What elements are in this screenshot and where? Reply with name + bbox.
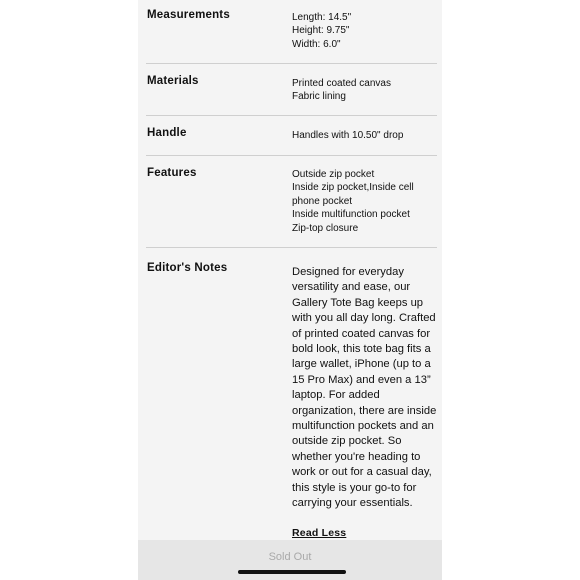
- spec-values-materials: [292, 77, 442, 104]
- spec-label-materials: Materials: [147, 75, 199, 87]
- spec-label-features: Features: [147, 167, 197, 179]
- spec-value: Handles with 10.50" drop: [292, 130, 404, 141]
- read-less-link[interactable]: Read Less: [292, 527, 347, 539]
- spec-value: Length: 14.5": [292, 12, 352, 23]
- product-details-panel: [138, 0, 442, 580]
- spec-value: Inside multifunction pocket: [292, 209, 410, 221]
- spec-value: Height: 9.75": [292, 25, 350, 37]
- spec-row-measurements: [146, 0, 437, 64]
- spec-row-editors-notes: [146, 248, 437, 540]
- spec-values-measurements: [292, 11, 442, 51]
- bottom-action-bar: [138, 540, 442, 580]
- spec-row-materials: [146, 64, 437, 116]
- spec-value: Width: 6.0": [292, 38, 341, 50]
- spec-row-features: [146, 156, 437, 248]
- spec-label-editors-notes: Editor's Notes: [147, 262, 228, 274]
- sold-out-button[interactable]: Sold Out: [268, 551, 312, 563]
- editors-notes-text: Designed for everyday versatility and ease, our Gallery Tote Bag keeps up with you all day long. Crafted of printed coated canvas for bold look, this tote bag fits a large wallet, iPhone (up to a 15 Pro Max) and even a 13” laptop. For added organization, there are inside multifunction pockets and an outside zip pocket. So whether you're heading to work or out for a casual day, this style is your go-to for carrying your essentials.: [292, 266, 437, 510]
- spec-value: Printed coated canvas: [292, 78, 391, 89]
- spec-label-handle: Handle: [147, 127, 187, 139]
- spec-value: Zip-top closure: [292, 222, 359, 234]
- spec-values-features: [292, 168, 442, 235]
- spec-values-handle: [292, 129, 442, 142]
- spec-row-handle: [146, 116, 437, 156]
- spec-value: Fabric lining: [292, 91, 346, 103]
- spec-label-measurements: Measurements: [147, 9, 230, 21]
- home-indicator[interactable]: [238, 570, 346, 574]
- spec-value: Inside zip pocket,Inside cell phone pocket: [292, 182, 414, 207]
- spec-value: Outside zip pocket: [292, 169, 375, 180]
